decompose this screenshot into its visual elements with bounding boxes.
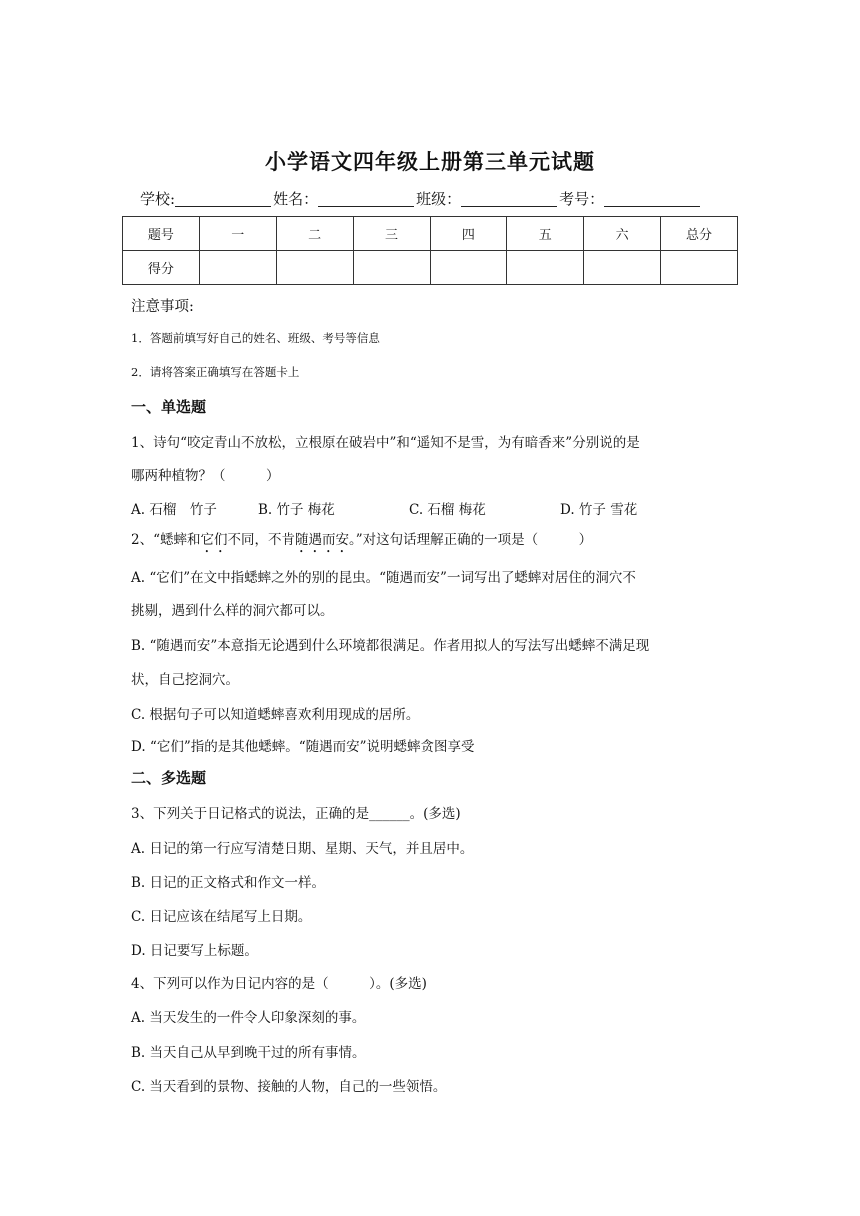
header-cell: 二 bbox=[276, 217, 353, 251]
score-cell[interactable] bbox=[276, 251, 353, 285]
notice-heading: 注意事项: bbox=[131, 299, 194, 315]
name-label: 姓名： bbox=[273, 190, 319, 208]
q3-option-a[interactable]: A. 日记的第一行应写清楚日期、星期、天气，并且居中。 bbox=[131, 841, 474, 857]
score-table bbox=[122, 216, 738, 285]
q4-stem: 4、下列可以作为日记内容的是（ ）。(多选) bbox=[131, 976, 427, 992]
q2-stem-part2: 不同，不肯 bbox=[227, 532, 295, 548]
q4-option-c[interactable]: C. 当天看到的景物、接触的人物，自己的一些领悟。 bbox=[131, 1079, 447, 1095]
score-table-header-row bbox=[123, 217, 738, 251]
score-cell[interactable] bbox=[584, 251, 661, 285]
header-cell: 一 bbox=[199, 217, 276, 251]
school-blank[interactable] bbox=[175, 190, 271, 207]
q2-option-a-line1[interactable]: A. “它们”在文中指蟋蟀之外的别的昆虫。“随遇而安”一词写出了蟋蟀对居住的洞穴不 bbox=[131, 570, 636, 586]
exam-no-blank[interactable] bbox=[604, 190, 700, 207]
notice-item-1: 1．答题前填写好自己的姓名、班级、考号等信息 bbox=[131, 331, 380, 345]
score-cell[interactable] bbox=[507, 251, 584, 285]
q2-emphasis-suiyuer-an: 随遇而安 bbox=[295, 532, 349, 548]
q3-option-b[interactable]: B. 日记的正文格式和作文一样。 bbox=[131, 875, 326, 891]
exam-no-label: 考号： bbox=[559, 190, 605, 208]
score-row-label: 得分 bbox=[123, 251, 200, 285]
header-cell: 四 bbox=[430, 217, 507, 251]
score-table-score-row bbox=[123, 251, 738, 285]
name-blank[interactable] bbox=[318, 190, 414, 207]
q3-option-c[interactable]: C. 日记应该在结尾写上日期。 bbox=[131, 909, 312, 925]
q1-options bbox=[131, 498, 637, 518]
class-blank[interactable] bbox=[461, 190, 557, 207]
score-cell[interactable] bbox=[199, 251, 276, 285]
header-cell: 五 bbox=[507, 217, 584, 251]
q1-stem-line2: 哪两种植物？（ ） bbox=[131, 468, 280, 484]
student-info-line bbox=[140, 188, 702, 209]
q1-option-b[interactable]: B. 竹子 梅花 bbox=[258, 502, 335, 518]
q2-option-b-line1[interactable]: B. “随遇而安”本意指无论遇到什么环境都很满足。作者用拟人的写法写出蟋蟀不满足现 bbox=[131, 638, 650, 654]
q1-option-d[interactable]: D. 竹子 雪花 bbox=[560, 502, 638, 518]
header-cell: 三 bbox=[353, 217, 430, 251]
score-cell[interactable] bbox=[430, 251, 507, 285]
header-cell: 总分 bbox=[661, 217, 738, 251]
header-cell: 题号 bbox=[123, 217, 200, 251]
q1-option-a[interactable]: A. 石榴 竹子 bbox=[131, 502, 217, 518]
q2-option-d[interactable]: D. “它们”指的是其他蟋蟀。“随遇而安”说明蟋蟀贪图享受 bbox=[131, 739, 475, 755]
header-cell: 六 bbox=[584, 217, 661, 251]
score-cell[interactable] bbox=[661, 251, 738, 285]
q2-option-c[interactable]: C. 根据句子可以知道蟋蟀喜欢利用现成的居所。 bbox=[131, 707, 420, 723]
page-title: 小学语文四年级上册第三单元试题 bbox=[265, 150, 595, 174]
q4-option-a[interactable]: A. 当天发生的一件令人印象深刻的事。 bbox=[131, 1010, 366, 1026]
q3-option-d[interactable]: D. 日记要写上标题。 bbox=[131, 943, 258, 959]
q2-option-b-line2[interactable]: 状，自己挖洞穴。 bbox=[131, 672, 239, 688]
score-cell[interactable] bbox=[353, 251, 430, 285]
q2-stem bbox=[131, 528, 592, 556]
q3-stem: 3、下列关于日记格式的说法，正确的是______。(多选) bbox=[131, 806, 461, 822]
notice-item-2: 2．请将答案正确填写在答题卡上 bbox=[131, 365, 300, 379]
q1-stem-line1: 1、诗句“咬定青山不放松，立根原在破岩中”和“遥知不是雪，为有暗香来”分别说的是 bbox=[131, 435, 640, 451]
q2-stem-part1: 2、“蟋蟀和 bbox=[131, 532, 201, 548]
section-heading-multi-choice: 二、多选题 bbox=[131, 769, 207, 787]
q2-stem-part3: 。”对这句话理解正确的一项是（ ） bbox=[349, 532, 593, 548]
school-label: 学校: bbox=[140, 190, 176, 208]
class-label: 班级： bbox=[416, 190, 462, 208]
q2-option-a-line2[interactable]: 挑剔，遇到什么样的洞穴都可以。 bbox=[131, 603, 334, 619]
section-heading-single-choice: 一、单选题 bbox=[131, 398, 207, 416]
q2-emphasis-tamen: 它们 bbox=[200, 532, 228, 548]
q4-option-b[interactable]: B. 当天自己从早到晚干过的所有事情。 bbox=[131, 1045, 366, 1061]
q1-option-c[interactable]: C. 石榴 梅花 bbox=[409, 502, 486, 518]
